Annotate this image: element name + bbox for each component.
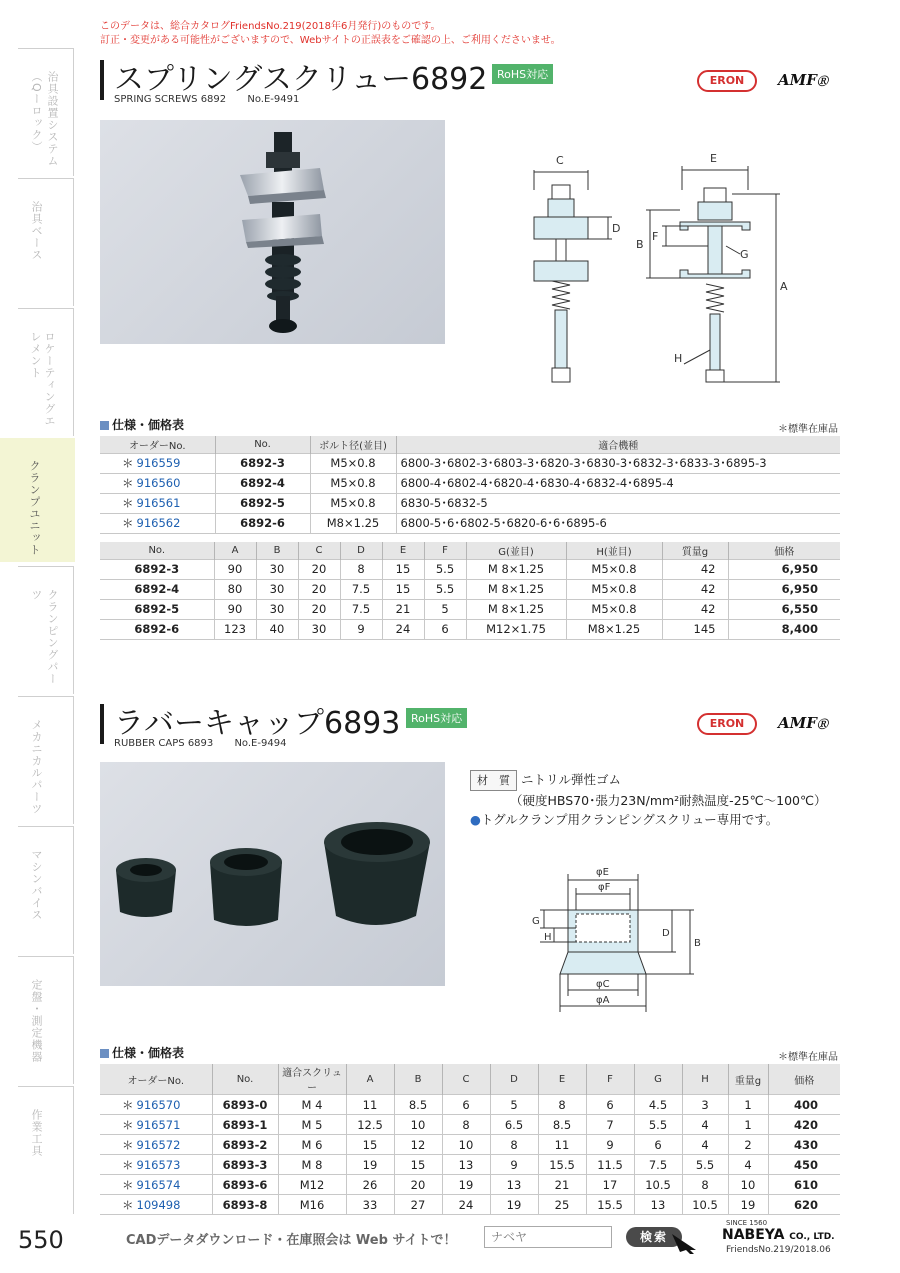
product2-title: ラバーキャップ6893	[114, 706, 401, 741]
product1-dimension-table	[100, 542, 840, 640]
col-e: E	[538, 1064, 586, 1095]
price: 610	[768, 1175, 840, 1195]
weight: 1	[728, 1115, 768, 1135]
dim-e: 21	[382, 599, 424, 619]
dim-e: 24	[382, 619, 424, 639]
dim-g: M 8×1.25	[466, 579, 566, 599]
dim-f: 5.5	[424, 579, 466, 599]
amf-logo: AMFⓇ	[778, 714, 828, 732]
price: 6,550	[728, 599, 840, 619]
col-b: B	[256, 542, 298, 559]
dim-b: 8.5	[394, 1095, 442, 1115]
dim-g: 5.5	[634, 1115, 682, 1135]
table-header-row	[100, 542, 840, 559]
table-row	[100, 599, 840, 619]
sidebar-tab-clamp-unit[interactable]: クランプユニット	[0, 438, 75, 562]
order-number[interactable]: ＊ 916570	[100, 1095, 212, 1115]
table-row	[100, 473, 840, 493]
part-number: 6893-1	[212, 1115, 278, 1135]
dim-f: 15.5	[586, 1195, 634, 1215]
col-screw: 適合スクリュー	[278, 1064, 346, 1095]
diagram-label-b: B	[694, 938, 701, 949]
table-row	[100, 1115, 840, 1135]
diagram-label-h: H	[544, 932, 552, 943]
dim-a: 80	[214, 579, 256, 599]
material-info	[470, 770, 827, 829]
table-row	[100, 513, 840, 533]
material-label: 材 質	[470, 770, 517, 791]
sidebar-tab-hand-tools[interactable]: 作業工具	[18, 1086, 74, 1214]
rubber-cap-dimension-diagram	[520, 866, 710, 1016]
dim-d: 9	[340, 619, 382, 639]
product2-stock-note: ＊標準在庫品	[778, 1052, 838, 1063]
rubber-cap-photo	[100, 762, 445, 986]
sidebar-tab-locating-element[interactable]: ロケーティングエレメント	[18, 308, 74, 436]
diagram-label-phi-c: φC	[596, 979, 610, 990]
since-label: SINCE 1560	[726, 1219, 768, 1227]
product2-code: No.E-9494	[234, 738, 287, 749]
dim-g: 7.5	[634, 1155, 682, 1175]
table-row	[100, 579, 840, 599]
price: 420	[768, 1115, 840, 1135]
diagram-label-d: D	[612, 222, 621, 235]
dim-h: M8×1.25	[566, 619, 662, 639]
diagram-label-phi-e: φE	[596, 867, 609, 878]
dim-g: 10.5	[634, 1175, 682, 1195]
table-row	[100, 493, 840, 513]
diagram-label-a: A	[780, 280, 788, 293]
dim-b: 40	[256, 619, 298, 639]
table-row	[100, 1155, 840, 1175]
dim-g: M 8×1.25	[466, 599, 566, 619]
compatible-models: 6830-5･6832-5	[396, 493, 840, 513]
price: 430	[768, 1135, 840, 1155]
price: 450	[768, 1155, 840, 1175]
col-a: A	[214, 542, 256, 559]
dim-h: 8	[682, 1175, 728, 1195]
material-value: ニトリル弾性ゴム	[521, 772, 622, 787]
dim-d: 8	[340, 559, 382, 579]
notice-line-2: 訂正・変更がある可能性がございますので、Webサイトの正誤表をご確認の上、ご利用くださいませ。	[100, 35, 561, 46]
cursor-arrow-icon	[670, 1232, 702, 1254]
sidebar-tab-surface-plate[interactable]: 定盤・測定機器	[18, 956, 74, 1084]
col-bolt: ボルト径(並目)	[310, 436, 396, 453]
dim-h: 4	[682, 1135, 728, 1155]
dim-c: 20	[298, 599, 340, 619]
weight: 19	[728, 1195, 768, 1215]
dim-g: 6	[634, 1135, 682, 1155]
dim-c: 13	[442, 1155, 490, 1175]
dim-f: 6	[424, 619, 466, 639]
dim-b: 27	[394, 1195, 442, 1215]
bolt-size: M5×0.8	[310, 473, 396, 493]
dim-e: 11	[538, 1135, 586, 1155]
dim-d: 19	[490, 1195, 538, 1215]
col-c: C	[442, 1064, 490, 1095]
col-h: H(並目)	[566, 542, 662, 559]
price: 6,950	[728, 559, 840, 579]
diagram-label-e: E	[710, 152, 717, 165]
col-b: B	[394, 1064, 442, 1095]
col-h: H	[682, 1064, 728, 1095]
sidebar-tab-q-lock[interactable]: 治具設置システム（Qーロック）	[18, 48, 74, 176]
product1-subtitle-en: SPRING SCREWS 6892	[114, 94, 227, 105]
product1-stock-note: ＊標準在庫品	[778, 424, 838, 435]
bolt-size: M5×0.8	[310, 453, 396, 473]
order-number[interactable]: ＊ 916574	[100, 1175, 212, 1195]
dim-e: 8.5	[538, 1115, 586, 1135]
dim-d: 7.5	[340, 579, 382, 599]
dim-c: 30	[298, 619, 340, 639]
notice-line-1: このデータは、総合カタログFriendsNo.219(2018年6月発行)のものです。	[100, 21, 441, 32]
dim-g: M12×1.75	[466, 619, 566, 639]
weight: 1	[728, 1095, 768, 1115]
part-number: 6892-5	[100, 599, 214, 619]
bolt-size: M8×1.25	[310, 513, 396, 533]
screw-size: M 8	[278, 1155, 346, 1175]
order-number[interactable]: ＊ 916571	[100, 1115, 212, 1135]
dim-h: 3	[682, 1095, 728, 1115]
dim-b: 30	[256, 559, 298, 579]
col-c: C	[298, 542, 340, 559]
dim-g: 4.5	[634, 1095, 682, 1115]
heading-bar	[100, 704, 104, 744]
table-row	[100, 559, 840, 579]
dim-f: 11.5	[586, 1155, 634, 1175]
usage-note: ●トグルクランプ用クランピングスクリュー専用です。	[470, 812, 779, 827]
screw-size: M 6	[278, 1135, 346, 1155]
dim-b: 10	[394, 1115, 442, 1135]
part-number: 6893-3	[212, 1155, 278, 1175]
bolt-size: M5×0.8	[310, 493, 396, 513]
table-row	[100, 1195, 840, 1215]
diagram-label-b: B	[636, 238, 644, 251]
product1-rohs-badge: RoHS対応	[492, 64, 553, 84]
part-number: 6892-4	[100, 579, 214, 599]
compatible-models: 6800-4･6802-4･6820-4･6830-4･6832-4･6895-4	[396, 473, 840, 493]
sidebar-tab-mechanical-parts[interactable]: メカニカルパーツ	[18, 696, 74, 824]
material-detail: （硬度HBS70･張力23N/mm²耐熱温度-25℃～100℃）	[510, 793, 827, 808]
heading-bar	[100, 60, 104, 100]
dim-a: 12.5	[346, 1115, 394, 1135]
screw-size: M12	[278, 1175, 346, 1195]
product1-subtitle	[114, 94, 317, 105]
dim-h: 4	[682, 1115, 728, 1135]
weight: 42	[662, 559, 728, 579]
amf-logo: AMFⓇ	[778, 71, 828, 89]
cad-download-text: CADデータダウンロード・在庫照会は Web サイトで！	[126, 1233, 457, 1248]
dim-c: 20	[298, 579, 340, 599]
part-number: 6892-3	[215, 453, 310, 473]
weight: 4	[728, 1155, 768, 1175]
dim-e: 25	[538, 1195, 586, 1215]
screw-size: M 5	[278, 1115, 346, 1135]
product1-model-table	[100, 436, 840, 534]
dim-g: 13	[634, 1195, 682, 1215]
dim-f: 9	[586, 1135, 634, 1155]
dim-a: 123	[214, 619, 256, 639]
table-row	[100, 1175, 840, 1195]
col-d: D	[490, 1064, 538, 1095]
dim-h: 5.5	[682, 1155, 728, 1175]
weight: 145	[662, 619, 728, 639]
product2-subtitle	[114, 738, 304, 749]
dim-f: 5	[424, 599, 466, 619]
dim-c: 8	[442, 1115, 490, 1135]
dim-e: 15	[382, 579, 424, 599]
eron-logo: ERON	[697, 70, 757, 92]
col-price: 価格	[768, 1064, 840, 1095]
dim-a: 33	[346, 1195, 394, 1215]
dim-d: 7.5	[340, 599, 382, 619]
part-number: 6892-4	[215, 473, 310, 493]
diagram-label-g: G	[532, 916, 540, 927]
dim-h: M5×0.8	[566, 559, 662, 579]
dim-a: 11	[346, 1095, 394, 1115]
diagram-label-g: G	[740, 248, 749, 261]
col-a: A	[346, 1064, 394, 1095]
weight: 2	[728, 1135, 768, 1155]
catalog-notice	[100, 20, 561, 48]
search-input[interactable]	[484, 1226, 612, 1248]
spring-screw-photo	[100, 120, 445, 344]
part-number: 6892-5	[215, 493, 310, 513]
table-header-row	[100, 1064, 840, 1095]
catalog-reference: FriendsNo.219/2018.06	[726, 1245, 831, 1255]
dim-a: 26	[346, 1175, 394, 1195]
bullet-icon: ●	[470, 812, 481, 827]
dim-c: 24	[442, 1195, 490, 1215]
product1-spec-label: 仕様・価格表	[100, 416, 184, 433]
order-number[interactable]: ＊ 916562	[100, 513, 215, 533]
col-d: D	[340, 542, 382, 559]
dim-d: 8	[490, 1135, 538, 1155]
order-number[interactable]: ＊ 109498	[100, 1195, 212, 1215]
dim-d: 5	[490, 1095, 538, 1115]
weight: 10	[728, 1175, 768, 1195]
company-logo: NABEYA CO., LTD.	[722, 1227, 835, 1243]
dim-c: 20	[298, 559, 340, 579]
product2-spec-table	[100, 1064, 840, 1215]
dim-e: 8	[538, 1095, 586, 1115]
dim-f: 7	[586, 1115, 634, 1135]
diagram-label-phi-f: φF	[598, 882, 611, 893]
table-row	[100, 1135, 840, 1155]
dim-a: 90	[214, 559, 256, 579]
col-price: 価格	[728, 542, 840, 559]
compatible-models: 6800-3･6802-3･6803-3･6820-3･6830-3･6832-3･6833-3･6895-3	[396, 453, 840, 473]
product1-title: スプリングスクリュー6892	[114, 62, 488, 97]
col-order-no: オーダーNo.	[100, 436, 215, 453]
dim-e: 15.5	[538, 1155, 586, 1175]
dim-c: 6	[442, 1095, 490, 1115]
dim-h: M5×0.8	[566, 579, 662, 599]
screw-size: M16	[278, 1195, 346, 1215]
col-f: F	[586, 1064, 634, 1095]
dim-a: 15	[346, 1135, 394, 1155]
product1-code: No.E-9491	[247, 94, 300, 105]
category-sidebar	[0, 0, 75, 1273]
order-number[interactable]: ＊ 916559	[100, 453, 215, 473]
dim-f: 5.5	[424, 559, 466, 579]
order-number[interactable]: ＊ 916572	[100, 1135, 212, 1155]
dim-c: 10	[442, 1135, 490, 1155]
compatible-models: 6800-5･6･6802-5･6820-6･6･6895-6	[396, 513, 840, 533]
col-no: No.	[100, 542, 214, 559]
spring-screw-dimension-diagram	[512, 150, 802, 390]
dim-c: 19	[442, 1175, 490, 1195]
dim-b: 30	[256, 579, 298, 599]
col-models: 適合機種	[396, 436, 840, 453]
diagram-label-c: C	[556, 154, 564, 167]
dim-f: 17	[586, 1175, 634, 1195]
col-no: No.	[212, 1064, 278, 1095]
col-weight: 重量g	[728, 1064, 768, 1095]
col-weight: 質量g	[662, 542, 728, 559]
material-line	[470, 770, 827, 791]
col-order-no: オーダーNo.	[100, 1064, 212, 1095]
product2-spec-label: 仕様・価格表	[100, 1044, 184, 1061]
part-number: 6892-6	[215, 513, 310, 533]
diagram-label-phi-a: φA	[596, 995, 610, 1006]
order-number[interactable]: ＊ 916561	[100, 493, 215, 513]
page-number: 550	[18, 1226, 64, 1254]
dim-g: M 8×1.25	[466, 559, 566, 579]
dim-e: 21	[538, 1175, 586, 1195]
table-row	[100, 453, 840, 473]
part-number: 6893-0	[212, 1095, 278, 1115]
dim-b: 12	[394, 1135, 442, 1155]
dim-d: 13	[490, 1175, 538, 1195]
dim-h: 10.5	[682, 1195, 728, 1215]
dim-b: 15	[394, 1155, 442, 1175]
dim-f: 6	[586, 1095, 634, 1115]
product2-subtitle-en: RUBBER CAPS 6893	[114, 738, 214, 749]
diagram-label-d: D	[662, 928, 670, 939]
weight: 42	[662, 579, 728, 599]
sidebar-tab-machine-vise[interactable]: マシンバイス	[18, 826, 74, 954]
sidebar-tab-clamping-parts[interactable]: クランピングパーツ	[18, 566, 74, 694]
table-row	[100, 619, 840, 639]
col-f: F	[424, 542, 466, 559]
weight: 42	[662, 599, 728, 619]
dim-a: 90	[214, 599, 256, 619]
dim-b: 30	[256, 599, 298, 619]
dim-d: 9	[490, 1155, 538, 1175]
search-button[interactable]: 検索	[626, 1227, 682, 1247]
eron-logo: ERON	[697, 713, 757, 735]
order-number[interactable]: ＊ 916573	[100, 1155, 212, 1175]
diagram-label-f: F	[652, 230, 659, 243]
col-g: G	[634, 1064, 682, 1095]
table-header-row	[100, 436, 840, 453]
dim-b: 20	[394, 1175, 442, 1195]
product2-rohs-badge: RoHS対応	[406, 708, 467, 728]
order-number[interactable]: ＊ 916560	[100, 473, 215, 493]
table-row	[100, 1095, 840, 1115]
dim-e: 15	[382, 559, 424, 579]
part-number: 6892-3	[100, 559, 214, 579]
price: 620	[768, 1195, 840, 1215]
dim-d: 6.5	[490, 1115, 538, 1135]
sidebar-tab-jig-base[interactable]: 治具ベース	[18, 178, 74, 306]
part-number: 6892-6	[100, 619, 214, 639]
col-g: G(並目)	[466, 542, 566, 559]
col-e: E	[382, 542, 424, 559]
part-number: 6893-6	[212, 1175, 278, 1195]
dim-a: 19	[346, 1155, 394, 1175]
screw-size: M 4	[278, 1095, 346, 1115]
part-number: 6893-8	[212, 1195, 278, 1215]
dim-h: M5×0.8	[566, 599, 662, 619]
price: 400	[768, 1095, 840, 1115]
price: 8,400	[728, 619, 840, 639]
col-no: No.	[215, 436, 310, 453]
price: 6,950	[728, 579, 840, 599]
part-number: 6893-2	[212, 1135, 278, 1155]
diagram-label-h: H	[674, 352, 683, 365]
